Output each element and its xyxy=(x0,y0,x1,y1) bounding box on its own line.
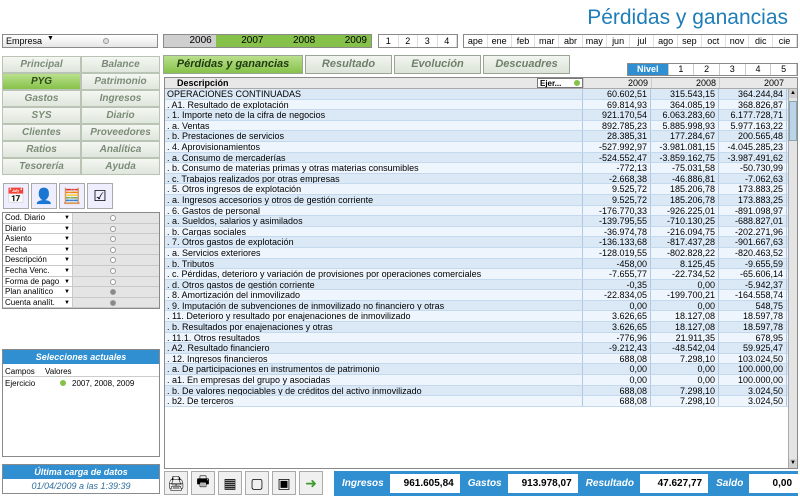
last-load-header: Última carga de datos xyxy=(3,465,159,479)
table-row[interactable] xyxy=(165,206,797,217)
row-description: . 7. Otros gastos de explotación xyxy=(165,237,583,247)
row-value: -3.981.081,15 xyxy=(651,142,719,152)
row-value: 315.543,15 xyxy=(651,89,719,99)
row-description: . c. Trabajos realizados por otras empresas xyxy=(165,174,583,184)
row-value: -901.667,63 xyxy=(719,237,787,247)
resultado-label: Resultado xyxy=(585,478,634,489)
month-option[interactable]: abr xyxy=(559,35,583,47)
row-value: 9.525,72 xyxy=(583,184,651,194)
level-option[interactable]: 2 xyxy=(399,35,419,47)
row-description: . a. Consumo de mercaderías xyxy=(165,153,583,163)
print-icon[interactable]: 🖨 xyxy=(164,471,188,495)
row-description: . a. Ingresos accesorios y otros de gestión corriente xyxy=(165,195,583,205)
month-option[interactable]: cie xyxy=(773,35,797,47)
filter-row[interactable] xyxy=(3,298,159,309)
nav-ratios[interactable]: Ratios xyxy=(2,141,81,158)
tab-perdidas-ganancias[interactable]: Pérdidas y ganancias xyxy=(163,55,303,74)
blank-icon[interactable]: ▢ xyxy=(245,471,269,495)
nav-ingresos[interactable]: Ingresos xyxy=(81,90,160,107)
tab-resultado[interactable]: Resultado xyxy=(305,55,392,74)
row-value: 364.244,84 xyxy=(719,89,787,99)
row-value: -3.859.162,75 xyxy=(651,153,719,163)
table-row[interactable] xyxy=(165,269,797,280)
row-value: -75.031,58 xyxy=(651,163,719,173)
row-value: 7.298,10 xyxy=(651,386,719,396)
table-row[interactable] xyxy=(165,227,797,238)
col-header-year[interactable]: 2007 xyxy=(719,78,787,88)
filter-dot-icon xyxy=(110,247,116,253)
bottom-toolbar xyxy=(164,471,323,495)
filter-row[interactable] xyxy=(3,266,159,277)
month-option[interactable]: mar xyxy=(535,35,559,47)
vertical-scrollbar[interactable] xyxy=(788,89,797,468)
selection-value: 2007, 2008, 2009 xyxy=(72,379,135,388)
row-description: . 4. Aprovisionamientos xyxy=(165,142,583,152)
col-header-year[interactable]: 2009 xyxy=(583,78,651,88)
row-value: 3.024,50 xyxy=(719,396,787,406)
scroll-up-icon[interactable]: ▲ xyxy=(790,90,796,96)
row-description: . d. Otros gastos de gestión corriente xyxy=(165,280,583,290)
nav-principal[interactable]: Principal xyxy=(2,56,81,73)
filter-dot-icon xyxy=(110,289,116,295)
excel-icon[interactable]: ▦ xyxy=(218,471,242,495)
gastos-label: Gastos xyxy=(467,478,502,489)
ingresos-value: 961.605,84 xyxy=(390,474,460,493)
row-value: -202.271,96 xyxy=(719,227,787,237)
month-option[interactable]: ape xyxy=(464,35,488,47)
row-value: 103.024,50 xyxy=(719,354,787,364)
user-icon[interactable]: 👤 xyxy=(31,183,57,209)
gastos-value: 913.978,07 xyxy=(508,474,578,493)
filter-label: Diario xyxy=(5,223,26,233)
month-option[interactable]: oct xyxy=(702,35,726,47)
saldo-value: 0,00 xyxy=(749,474,798,493)
table-row[interactable] xyxy=(165,396,797,407)
row-description: . 12. Ingresos financieros xyxy=(165,354,583,364)
col-header-ejercicio[interactable]: Ejer... xyxy=(537,78,583,88)
nivel-option[interactable]: 1 xyxy=(669,64,695,75)
tab-bar xyxy=(163,55,570,74)
row-value: 5.885.998,93 xyxy=(651,121,719,131)
row-value: 185.206,78 xyxy=(651,195,719,205)
row-description: . b2. De terceros xyxy=(165,396,583,406)
table-row[interactable] xyxy=(165,184,797,195)
table-header xyxy=(165,78,797,89)
filter-row[interactable] xyxy=(3,234,159,245)
row-description: . b. Consumo de materias primas y otras materias consumibles xyxy=(165,163,583,173)
nav-tesoreria[interactable]: Tesorería xyxy=(2,158,81,175)
row-value: 185.206,78 xyxy=(651,184,719,194)
chevron-down-icon[interactable]: ▼ xyxy=(64,278,70,285)
row-value: 892.785,23 xyxy=(583,121,651,131)
row-description: . 11. Deterioro y resultado por enajenaciones de inmovilizado xyxy=(165,311,583,321)
row-value: -46.886,81 xyxy=(651,174,719,184)
row-value: 0,00 xyxy=(651,364,719,374)
row-description: . 8. Amortización del inmovilizado xyxy=(165,290,583,300)
month-selector[interactable] xyxy=(463,34,798,48)
filter-label: Cuenta analít. xyxy=(5,297,55,307)
nav-pyg[interactable]: PYG xyxy=(2,73,81,90)
table-row[interactable] xyxy=(165,142,797,153)
chevron-down-icon[interactable]: ▼ xyxy=(64,257,70,264)
nivel-label: Nivel xyxy=(628,64,669,75)
scroll-down-icon[interactable]: ▼ xyxy=(790,460,796,466)
row-value: 21.911,35 xyxy=(651,333,719,343)
tab-descuadres[interactable]: Descuadres xyxy=(483,55,570,74)
row-value: 173.883,25 xyxy=(719,184,787,194)
filter-label: Forma de pago xyxy=(5,276,60,286)
row-value: -688.827,01 xyxy=(719,216,787,226)
col-header-year[interactable]: 2008 xyxy=(651,78,719,88)
row-value: -199.700,21 xyxy=(651,290,719,300)
clear-selection-icon[interactable] xyxy=(103,38,109,44)
tool-icons xyxy=(3,183,113,211)
row-value: 3.626,65 xyxy=(583,311,651,321)
table-row[interactable] xyxy=(165,364,797,375)
table-row[interactable] xyxy=(165,280,797,291)
selected-dot-icon xyxy=(60,380,66,386)
row-value: 18.597,78 xyxy=(719,311,787,321)
table-row[interactable] xyxy=(165,100,797,111)
month-option[interactable]: jul xyxy=(630,35,654,47)
row-description: . b. Resultados por enajenaciones y otras xyxy=(165,322,583,332)
row-value: -9.212,43 xyxy=(583,343,651,353)
row-value: -36.974,78 xyxy=(583,227,651,237)
row-value: 200.565,48 xyxy=(719,131,787,141)
month-option[interactable]: nov xyxy=(726,35,750,47)
table-row[interactable] xyxy=(165,237,797,248)
filter-label: Descripción xyxy=(5,255,47,265)
level-option[interactable]: 4 xyxy=(438,35,458,47)
nav-proveedores[interactable]: Proveedores xyxy=(81,124,160,141)
export-icon[interactable]: ▣ xyxy=(272,471,296,495)
row-value: 173.883,25 xyxy=(719,195,787,205)
pyg-table xyxy=(164,77,798,469)
level-option[interactable]: 3 xyxy=(418,35,438,47)
filter-dot-icon xyxy=(110,268,116,274)
nav-ayuda[interactable]: Ayuda xyxy=(81,158,160,175)
row-value: -22.734,52 xyxy=(651,269,719,279)
row-value: 100.000,00 xyxy=(719,375,787,385)
nav-clientes[interactable]: Clientes xyxy=(2,124,81,141)
nav-diario[interactable]: Diario xyxy=(81,107,160,124)
table-row[interactable] xyxy=(165,375,797,386)
nivel-option[interactable]: 3 xyxy=(720,64,746,75)
row-value: -0,35 xyxy=(583,280,651,290)
calculator-icon[interactable]: 🧮 xyxy=(59,183,85,209)
filter-label: Plan analítico xyxy=(5,287,54,297)
page-title: Pérdidas y ganancias xyxy=(587,6,788,29)
row-value: -458,00 xyxy=(583,259,651,269)
table-row[interactable] xyxy=(165,216,797,227)
table-row[interactable] xyxy=(165,343,797,354)
row-value: 678,95 xyxy=(719,333,787,343)
month-option[interactable]: jun xyxy=(607,35,631,47)
table-row[interactable] xyxy=(165,89,797,100)
row-value: 6.063.283,60 xyxy=(651,110,719,120)
calendar-icon[interactable]: 📅 xyxy=(3,183,29,209)
filter-row[interactable] xyxy=(3,245,159,256)
row-value: 7.298,10 xyxy=(651,396,719,406)
row-value: 688,08 xyxy=(583,386,651,396)
row-value: 7.298,10 xyxy=(651,354,719,364)
row-value: -772,13 xyxy=(583,163,651,173)
row-value: -9.655,59 xyxy=(719,259,787,269)
row-value: -2.668,38 xyxy=(583,174,651,184)
row-value: 3.024,50 xyxy=(719,386,787,396)
tab-evolucion[interactable]: Evolución xyxy=(394,55,481,74)
row-value: -22.834,05 xyxy=(583,290,651,300)
selection-field: Ejercicio xyxy=(5,379,36,388)
row-value: -527.992,97 xyxy=(583,142,651,152)
saldo-label: Saldo xyxy=(716,478,744,489)
filter-row[interactable] xyxy=(3,213,159,224)
filter-row[interactable] xyxy=(3,255,159,266)
row-value: 0,00 xyxy=(583,364,651,374)
filter-list xyxy=(2,212,160,309)
table-row[interactable] xyxy=(165,301,797,312)
table-row[interactable] xyxy=(165,131,797,142)
row-value: 688,08 xyxy=(583,396,651,406)
nivel-selector xyxy=(627,63,798,76)
row-description: . 9. Imputación de subvenciones de inmovilizado no financiero y otras xyxy=(165,301,583,311)
table-row[interactable] xyxy=(165,290,797,301)
row-value: -4.045.285,23 xyxy=(719,142,787,152)
table-row[interactable] xyxy=(165,322,797,333)
table-row[interactable] xyxy=(165,153,797,164)
scroll-thumb[interactable] xyxy=(789,101,797,141)
totals-bar xyxy=(334,471,798,496)
row-value: -3.987.491,62 xyxy=(719,153,787,163)
filter-dot-icon xyxy=(110,257,116,263)
row-value: 8.125,45 xyxy=(651,259,719,269)
ingresos-label: Ingresos xyxy=(342,478,384,489)
row-value: 0,00 xyxy=(583,375,651,385)
nav-analitica[interactable]: Analítica xyxy=(81,141,160,158)
next-arrow-icon[interactable]: ➜ xyxy=(299,471,323,495)
row-description: . A2. Resultado financiero xyxy=(165,343,583,353)
row-description: . b. Cargas sociales xyxy=(165,227,583,237)
chevron-down-icon[interactable]: ▼ xyxy=(64,246,70,253)
print-preview-icon[interactable]: 🖶 xyxy=(191,471,215,495)
row-description: . b. Tributos xyxy=(165,259,583,269)
year-option[interactable]: 2006 xyxy=(164,35,216,47)
row-description: . a. Ventas xyxy=(165,121,583,131)
row-value: 368.826,87 xyxy=(719,100,787,110)
filter-dot-icon xyxy=(110,226,116,232)
row-value: 100.000,00 xyxy=(719,364,787,374)
filter-row[interactable] xyxy=(3,287,159,298)
sidebar-nav xyxy=(2,56,160,175)
table-row[interactable] xyxy=(165,333,797,344)
row-value: 3.626,65 xyxy=(583,322,651,332)
month-option[interactable]: sep xyxy=(678,35,702,47)
table-row[interactable] xyxy=(165,195,797,206)
row-description: . a. Sueldos, salarios y asimilados xyxy=(165,216,583,226)
year-option[interactable]: 2009 xyxy=(319,35,371,47)
chevron-down-icon[interactable]: ▼ xyxy=(64,236,70,243)
row-value: -710.130,25 xyxy=(651,216,719,226)
empresa-selector[interactable] xyxy=(2,34,158,48)
year-option[interactable]: 2007 xyxy=(216,35,268,47)
row-description: . a1. En empresas del grupo y asociadas xyxy=(165,375,583,385)
chevron-down-icon[interactable]: ▼ xyxy=(64,215,70,221)
row-description: . b. Prestaciones de servicios xyxy=(165,131,583,141)
table-row[interactable] xyxy=(165,110,797,121)
filter-label: Fecha Venc. xyxy=(5,265,50,275)
row-description: . b. De valores negociables y de créditos del activo inmovilizado xyxy=(165,386,583,396)
nav-sys[interactable]: SYS xyxy=(2,107,81,124)
row-value: 28.385,31 xyxy=(583,131,651,141)
chevron-down-icon[interactable]: ▼ xyxy=(47,35,54,42)
col-valores: Valores xyxy=(45,367,72,376)
row-value: -216.094,75 xyxy=(651,227,719,237)
row-description: . 5. Otros ingresos de explotación xyxy=(165,184,583,194)
row-value: -128.019,55 xyxy=(583,248,651,258)
table-row[interactable] xyxy=(165,311,797,322)
chevron-down-icon[interactable]: ▼ xyxy=(64,225,70,232)
row-value: -776,96 xyxy=(583,333,651,343)
current-selections-panel xyxy=(2,349,160,457)
chevron-down-icon[interactable]: ▼ xyxy=(64,267,70,274)
row-value: -136.133,68 xyxy=(583,237,651,247)
row-value: 0,00 xyxy=(651,375,719,385)
row-description: . 11.1. Otros resultados xyxy=(165,333,583,343)
month-option[interactable]: may xyxy=(583,35,607,47)
resultado-value: 47.627,77 xyxy=(640,474,708,493)
row-value: 18.597,78 xyxy=(719,322,787,332)
month-option[interactable]: feb xyxy=(512,35,536,47)
table-row[interactable] xyxy=(165,259,797,270)
table-row[interactable] xyxy=(165,354,797,365)
filter-dot-icon xyxy=(110,279,116,285)
nivel-option[interactable]: 2 xyxy=(694,64,720,75)
row-description: . A1. Resultado de explotación xyxy=(165,100,583,110)
row-description: . a. Servicios exteriores xyxy=(165,248,583,258)
last-load-date: 01/04/2009 a las 1:39:39 xyxy=(31,481,131,491)
row-value: 0,00 xyxy=(651,301,719,311)
nivel-option[interactable]: 5 xyxy=(771,64,797,75)
row-value: 18.127,08 xyxy=(651,322,719,332)
row-value: -524.552,47 xyxy=(583,153,651,163)
row-value: 69.814,93 xyxy=(583,100,651,110)
filter-dot-icon xyxy=(110,215,116,221)
row-value: 548,75 xyxy=(719,301,787,311)
filter-label: Asiento xyxy=(5,234,32,244)
row-value: 5.977.163,22 xyxy=(719,121,787,131)
month-option[interactable]: ene xyxy=(488,35,512,47)
filter-dot-icon xyxy=(110,236,116,242)
month-option[interactable]: ago xyxy=(654,35,678,47)
col-campos: Campos xyxy=(5,367,35,376)
dropdown-dot-icon[interactable] xyxy=(574,80,580,86)
chevron-down-icon[interactable]: ▼ xyxy=(64,299,70,306)
row-value: -164.558,74 xyxy=(719,290,787,300)
filter-label: Cod. Diario xyxy=(5,213,46,222)
year-option[interactable]: 2008 xyxy=(268,35,320,47)
row-value: -817.437,28 xyxy=(651,237,719,247)
table-row[interactable] xyxy=(165,386,797,397)
row-value: 60.602,51 xyxy=(583,89,651,99)
table-row[interactable] xyxy=(165,121,797,132)
row-description: . c. Pérdidas, deterioro y variación de provisiones por operaciones comerciales xyxy=(165,269,583,279)
row-value: -5.942,37 xyxy=(719,280,787,290)
row-value: -176.770,33 xyxy=(583,206,651,216)
row-value: -7.655,77 xyxy=(583,269,651,279)
row-description: OPERACIONES CONTINUADAS xyxy=(165,89,583,99)
col-header-descripcion[interactable]: Descripción xyxy=(177,78,229,88)
table-row[interactable] xyxy=(165,248,797,259)
row-value: 9.525,72 xyxy=(583,195,651,205)
filter-label: Fecha xyxy=(5,244,28,254)
empresa-label: Empresa xyxy=(6,36,43,46)
table-body xyxy=(165,89,797,407)
row-value: -926.225,01 xyxy=(651,206,719,216)
row-description: . a. De participaciones en instrumentos de patrimonio xyxy=(165,364,583,374)
row-description: . 1. Importe neto de la cifra de negocios xyxy=(165,110,583,120)
row-value: 18.127,08 xyxy=(651,311,719,321)
row-value: -820.463,52 xyxy=(719,248,787,258)
row-value: 6.177.728,71 xyxy=(719,110,787,120)
row-value: -48.542,04 xyxy=(651,343,719,353)
row-value: -65.606,14 xyxy=(719,269,787,279)
nivel-option[interactable]: 4 xyxy=(746,64,772,75)
row-value: 364.085,19 xyxy=(651,100,719,110)
table-row[interactable] xyxy=(165,174,797,185)
row-value: -7.062,63 xyxy=(719,174,787,184)
selections-header: Selecciones actuales xyxy=(3,350,159,364)
row-value: -139.795,55 xyxy=(583,216,651,226)
row-value: 688,08 xyxy=(583,354,651,364)
level-selector[interactable] xyxy=(378,34,458,48)
nav-gastos[interactable]: Gastos xyxy=(2,90,81,107)
row-value: -50.730,99 xyxy=(719,163,787,173)
nav-patrimonio[interactable]: Patrimonio xyxy=(81,73,160,90)
row-value: 59.925,47 xyxy=(719,343,787,353)
row-value: 177.284,67 xyxy=(651,131,719,141)
nav-balance[interactable]: Balance xyxy=(81,56,160,73)
row-description: . 6. Gastos de personal xyxy=(165,206,583,216)
chevron-down-icon[interactable]: ▼ xyxy=(64,289,70,296)
checklist-icon[interactable]: ☑ xyxy=(87,183,113,209)
row-value: -802.828,22 xyxy=(651,248,719,258)
level-option[interactable]: 1 xyxy=(379,35,399,47)
filter-dot-icon xyxy=(110,300,116,306)
selection-row[interactable] xyxy=(3,377,159,390)
year-selector[interactable] xyxy=(163,34,372,48)
last-load-panel xyxy=(2,464,160,494)
table-row[interactable] xyxy=(165,163,797,174)
row-value: 921.170,54 xyxy=(583,110,651,120)
row-value: 0,00 xyxy=(583,301,651,311)
row-value: -891.098,97 xyxy=(719,206,787,216)
row-value: 0,00 xyxy=(651,280,719,290)
month-option[interactable]: dic xyxy=(749,35,773,47)
filter-row[interactable] xyxy=(3,224,159,235)
filter-row[interactable] xyxy=(3,277,159,288)
